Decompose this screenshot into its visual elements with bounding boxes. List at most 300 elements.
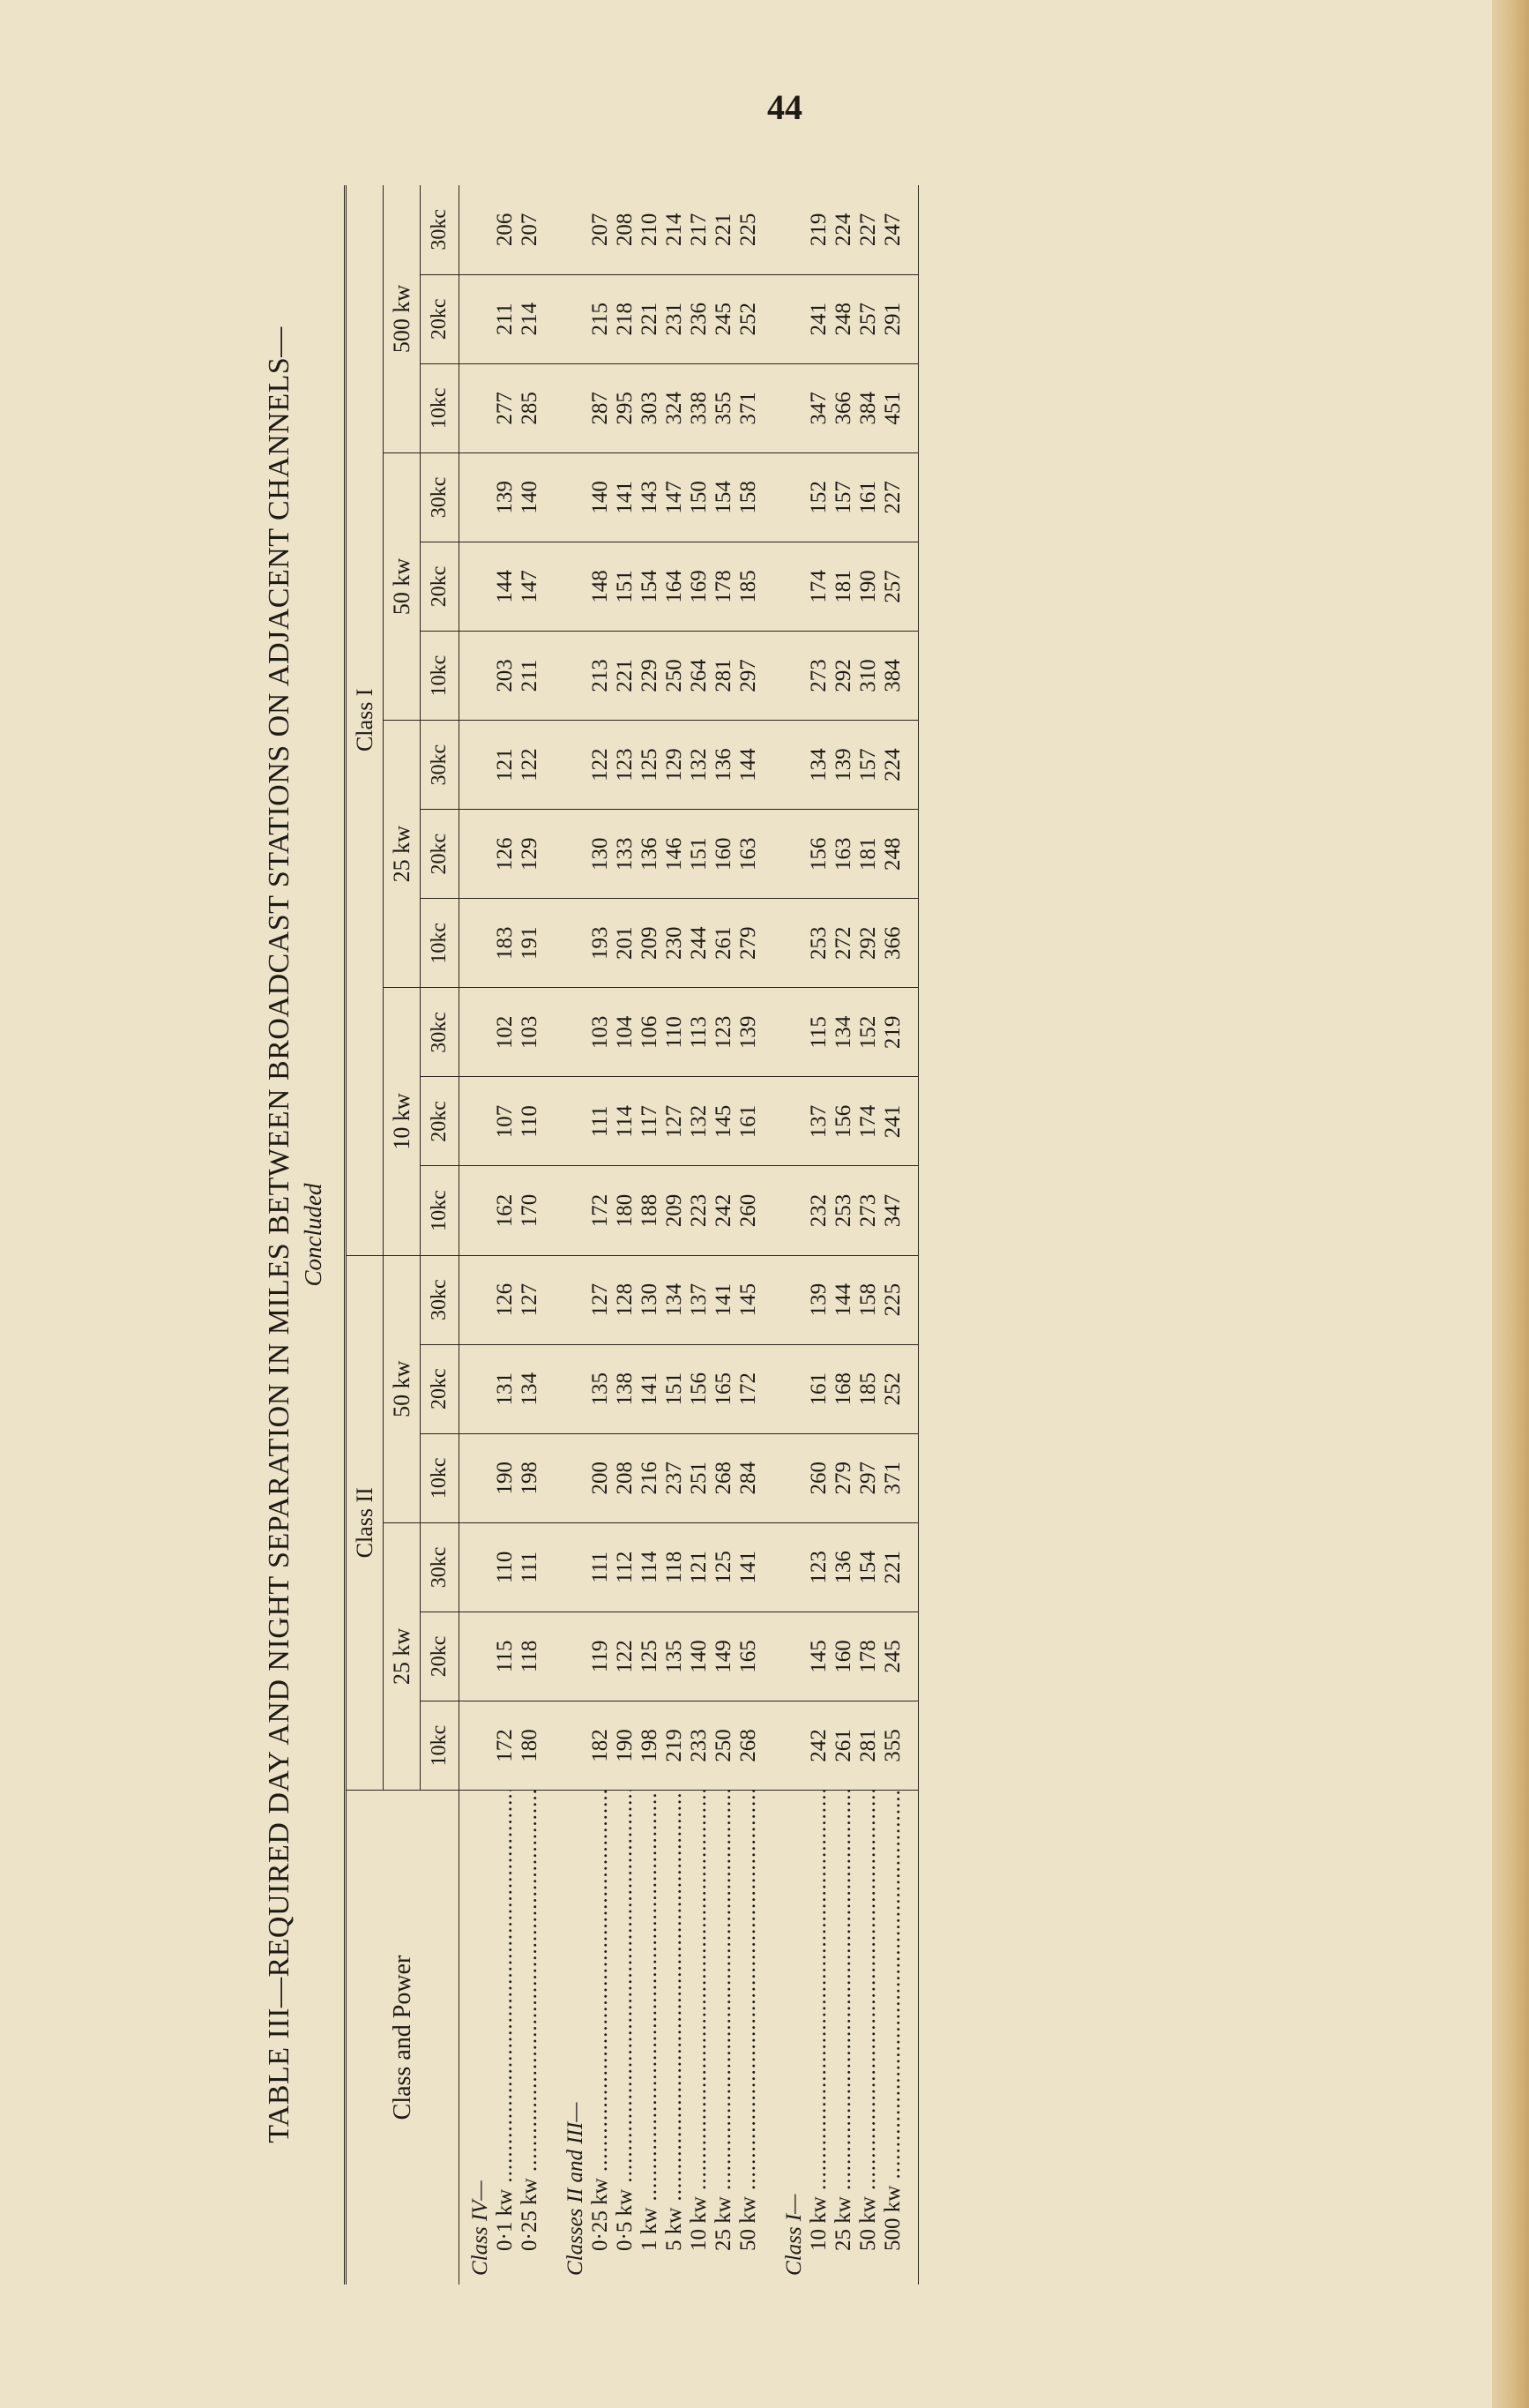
separation-value: 127: [588, 1283, 613, 1317]
separation-value: 215: [588, 302, 613, 336]
page-number: 44: [767, 87, 802, 127]
frequency-subcolumn-header: 30kc: [421, 721, 459, 810]
separation-value: 355: [712, 392, 736, 425]
separation-value: 260: [807, 1462, 832, 1495]
separation-value: 121: [493, 748, 518, 781]
separation-column-cell: [773, 1344, 919, 1433]
separation-value: 292: [856, 926, 881, 961]
separation-value: 145: [712, 1104, 736, 1139]
separation-value: 268: [712, 1462, 736, 1495]
separation-value: 371: [881, 1462, 906, 1495]
separation-value: 143: [638, 481, 662, 514]
separation-value: 190: [493, 1462, 518, 1495]
separation-value: 111: [588, 1105, 613, 1138]
separation-value: 161: [736, 1104, 761, 1139]
separation-column-cell: [773, 274, 919, 363]
separation-value: 213: [588, 659, 613, 692]
separation-value: 138: [613, 1372, 638, 1406]
separation-value: 110: [493, 1551, 518, 1584]
separation-value: 125: [712, 1551, 736, 1584]
separation-value: 180: [518, 1729, 542, 1762]
separation-column-cell: [773, 899, 919, 988]
power-group-header: 50 kw: [384, 1255, 421, 1522]
separation-value: 207: [518, 213, 542, 247]
separation-value: 223: [687, 1193, 712, 1228]
power-group-header: 25 kw: [384, 721, 421, 988]
separation-value: 303: [638, 392, 662, 425]
separation-value: 107: [493, 1104, 518, 1139]
separation-value: 183: [493, 926, 518, 961]
separation-value: 139: [736, 1015, 761, 1050]
separation-value: 125: [638, 748, 662, 781]
separation-column-cell: [555, 1255, 773, 1344]
separation-column-cell: [459, 452, 556, 542]
separation-value: 244: [687, 926, 712, 961]
separation-value: 164: [662, 570, 687, 603]
frequency-subcolumn-header: 10kc: [421, 632, 459, 721]
separation-value: 248: [832, 302, 856, 336]
frequency-subcolumn-header: 20kc: [421, 1077, 459, 1166]
power-group-header: 500 kw: [384, 185, 421, 452]
separation-value: 114: [638, 1551, 662, 1584]
separation-value: 162: [493, 1193, 518, 1228]
separation-value: 103: [588, 1015, 613, 1050]
separation-value: 224: [832, 213, 856, 247]
separation-value: 137: [687, 1283, 712, 1317]
separation-column-cell: [773, 721, 919, 810]
class-ii-header: Class II: [346, 1255, 384, 1791]
separation-column-cell: [459, 988, 556, 1077]
separation-value: 185: [856, 1372, 881, 1406]
page-edge: [1492, 0, 1529, 2408]
power-label: 10 kw .....: [687, 1791, 712, 2276]
separation-value: 230: [662, 926, 687, 961]
separation-value: 140: [588, 481, 613, 514]
separation-value: 151: [662, 1372, 687, 1406]
separation-value: 128: [613, 1283, 638, 1317]
separation-value: 224: [881, 748, 906, 781]
separation-column-cell: [555, 721, 773, 810]
separation-value: 279: [736, 926, 761, 961]
separation-value: 133: [613, 837, 638, 871]
class-and-power-cell: [773, 1791, 919, 2285]
separation-value: 141: [736, 1551, 761, 1584]
separation-value: 174: [856, 1104, 881, 1139]
separation-value: 221: [712, 213, 736, 247]
separation-value: 111: [588, 1552, 613, 1583]
separation-value: 208: [613, 1462, 638, 1495]
separation-value: 110: [662, 1016, 687, 1049]
separation-column-cell: [555, 988, 773, 1077]
separation-value: 136: [712, 748, 736, 781]
separation-value: 210: [638, 213, 662, 247]
separation-value: 136: [638, 837, 662, 871]
separation-value: 168: [832, 1372, 856, 1406]
separation-value: 310: [856, 659, 881, 692]
separation-value: 145: [736, 1283, 761, 1317]
separation-column-cell: [459, 274, 556, 363]
separation-value: 241: [881, 1104, 906, 1139]
separation-value: 291: [881, 302, 906, 336]
separation-column-cell: [773, 632, 919, 721]
frequency-subcolumn-header: 10kc: [421, 1166, 459, 1255]
separation-value: 104: [613, 1015, 638, 1050]
separation-value: 272: [832, 926, 856, 961]
separation-value: 113: [687, 1016, 712, 1049]
class-group-row: [555, 185, 773, 2285]
separation-value: 140: [687, 1640, 712, 1673]
separation-value: 126: [493, 1283, 518, 1317]
separation-column-cell: [459, 1433, 556, 1522]
separation-value: 451: [881, 392, 906, 425]
power-label: 500 kw .....: [881, 1791, 906, 2276]
separation-value: 200: [588, 1462, 613, 1495]
separation-value: 106: [638, 1015, 662, 1050]
separation-value: 112: [613, 1551, 638, 1584]
separation-value: 110: [518, 1105, 542, 1138]
separation-value: 163: [832, 837, 856, 871]
separation-value: 131: [493, 1372, 518, 1406]
separation-value: 191: [518, 926, 542, 961]
separation-value: 188: [638, 1193, 662, 1228]
separation-value: 129: [662, 748, 687, 781]
frequency-subcolumn-header: 10kc: [421, 1433, 459, 1522]
separation-value: 211: [493, 303, 518, 336]
separation-value: 156: [807, 837, 832, 871]
frequency-subcolumn-header: 30kc: [421, 1522, 459, 1612]
class-group-row: [459, 185, 556, 2285]
separation-value: 201: [613, 926, 638, 961]
separation-value: 147: [662, 481, 687, 514]
separation-column-cell: [555, 363, 773, 452]
separation-value: 347: [881, 1193, 906, 1228]
separation-value: 273: [856, 1193, 881, 1228]
power-group-header: 10 kw: [384, 988, 421, 1255]
separation-value: 219: [881, 1015, 906, 1050]
separation-value: 268: [736, 1729, 761, 1762]
separation-value: 123: [807, 1551, 832, 1584]
separation-value: 245: [881, 1640, 906, 1673]
separation-value: 281: [856, 1729, 881, 1762]
separation-value: 218: [613, 302, 638, 336]
separation-value: 355: [881, 1729, 906, 1762]
separation-value: 178: [712, 570, 736, 603]
frequency-subcolumn-header: 20kc: [421, 274, 459, 363]
separation-column-cell: [773, 1701, 919, 1790]
separation-value: 261: [832, 1729, 856, 1762]
separation-value: 139: [807, 1283, 832, 1317]
separation-value: 203: [493, 659, 518, 692]
separation-column-cell: [459, 1344, 556, 1433]
separation-value: 182: [588, 1729, 613, 1762]
separation-column-cell: [459, 721, 556, 810]
separation-value: 250: [712, 1729, 736, 1762]
frequency-subcolumn-header: 20kc: [421, 1612, 459, 1701]
separation-column-cell: [459, 542, 556, 631]
separation-column-cell: [773, 1522, 919, 1612]
separation-value: 134: [662, 1283, 687, 1317]
separation-value: 137: [807, 1104, 832, 1139]
separation-value: 149: [712, 1640, 736, 1673]
rotated-table-block: [256, 185, 1137, 2285]
separation-column-cell: [459, 1612, 556, 1701]
separation-value: 157: [856, 748, 881, 781]
separation-column-cell: [555, 1166, 773, 1255]
separation-value: 178: [856, 1640, 881, 1673]
separation-column-cell: [555, 1433, 773, 1522]
separation-column-cell: [773, 542, 919, 631]
separation-value: 172: [588, 1193, 613, 1228]
separation-value: 111: [518, 1552, 542, 1583]
separation-value: 134: [807, 748, 832, 781]
separation-value: 384: [881, 659, 906, 692]
separation-value: 122: [613, 1640, 638, 1673]
separation-value: 132: [687, 748, 712, 781]
separation-value: 253: [807, 926, 832, 961]
separation-value: 140: [518, 481, 542, 514]
separation-value: 114: [613, 1105, 638, 1138]
separation-value: 279: [832, 1462, 856, 1495]
separation-value: 227: [856, 213, 881, 247]
separation-value: 232: [807, 1193, 832, 1228]
separation-value: 193: [588, 926, 613, 961]
separation-value: 141: [638, 1372, 662, 1406]
separation-value: 150: [687, 481, 712, 514]
separation-value: 115: [493, 1640, 518, 1673]
separation-value: 158: [856, 1283, 881, 1317]
separation-value: 297: [736, 659, 761, 692]
separation-value: 181: [856, 837, 881, 871]
table-subtitle: Concluded: [300, 1183, 326, 1287]
separation-column-cell: [459, 899, 556, 988]
frequency-subcolumn-header: 10kc: [421, 363, 459, 452]
separation-value: 145: [807, 1640, 832, 1673]
separation-value: 154: [712, 481, 736, 514]
frequency-subcolumn-header: 10kc: [421, 899, 459, 988]
separation-column-cell: [773, 1612, 919, 1701]
frequency-subcolumn-header: 30kc: [421, 452, 459, 542]
separation-value: 122: [588, 748, 613, 781]
separation-column-cell: [459, 1255, 556, 1344]
separation-value: 141: [712, 1283, 736, 1317]
separation-value: 144: [736, 748, 761, 781]
separation-column-cell: [555, 810, 773, 899]
separation-column-cell: [773, 810, 919, 899]
separation-value: 181: [832, 570, 856, 603]
separation-value: 136: [832, 1551, 856, 1584]
separation-value: 134: [518, 1372, 542, 1406]
separation-column-cell: [555, 632, 773, 721]
separation-column-cell: [555, 1612, 773, 1701]
separation-value: 208: [613, 213, 638, 247]
separation-value: 292: [832, 659, 856, 692]
table-title: TABLE III—REQUIRED DAY AND NIGHT SEPARATION IN MILES BETWEEN BROADCAST STATIONS ON ADJACENT CHANNELS—: [263, 326, 295, 2143]
separation-value: 219: [662, 1729, 687, 1762]
separation-value: 233: [687, 1729, 712, 1762]
separation-value: 217: [687, 213, 712, 247]
power-label: 50 kw .....: [736, 1791, 761, 2276]
separation-column-cell: [459, 363, 556, 452]
separation-column-cell: [773, 1166, 919, 1255]
separation-value: 156: [832, 1104, 856, 1139]
separation-value: 148: [588, 570, 613, 603]
separation-column-cell: [773, 363, 919, 452]
frequency-subcolumn-header: 30kc: [421, 185, 459, 274]
separation-value: 384: [856, 392, 881, 425]
separation-value: 165: [736, 1640, 761, 1673]
separation-value: 163: [736, 837, 761, 871]
power-label: 0·25 kw .....: [588, 1791, 613, 2276]
separation-column-cell: [555, 1077, 773, 1166]
separation-value: 139: [493, 481, 518, 514]
separation-value: 295: [613, 392, 638, 425]
separation-value: 161: [807, 1372, 832, 1406]
power-label: 25 kw .....: [832, 1791, 856, 2276]
separation-value: 123: [712, 1015, 736, 1050]
class-and-power-cell: [555, 1791, 773, 2285]
separation-value: 147: [518, 570, 542, 603]
separation-value: 165: [712, 1372, 736, 1406]
power-group-header: 25 kw: [384, 1522, 421, 1790]
separation-value: 236: [687, 302, 712, 336]
separation-value: 170: [518, 1193, 542, 1228]
separation-value: 297: [856, 1462, 881, 1495]
separation-value: 242: [712, 1193, 736, 1228]
separation-value: 118: [518, 1640, 542, 1673]
class-label: Class I—: [782, 2194, 807, 2276]
separation-column-cell: [555, 899, 773, 988]
separation-value: 172: [493, 1729, 518, 1762]
separation-column-cell: [459, 1701, 556, 1790]
separation-column-cell: [459, 632, 556, 721]
separation-column-cell: [459, 185, 556, 274]
separation-column-cell: [555, 185, 773, 274]
separation-value: 190: [856, 570, 881, 603]
separation-value: 287: [588, 392, 613, 425]
power-label: 0·5 kw .....: [613, 1791, 638, 2276]
separation-value: 248: [881, 837, 906, 871]
separation-value: 151: [613, 570, 638, 603]
separation-value: 251: [687, 1462, 712, 1495]
separation-value: 257: [881, 570, 906, 603]
class-label: Class IV—: [468, 2180, 493, 2276]
separation-value: 117: [638, 1105, 662, 1138]
separation-value: 130: [638, 1283, 662, 1317]
separation-value: 285: [518, 392, 542, 425]
class-i-header: Class I: [346, 185, 384, 1255]
separation-value: 130: [588, 837, 613, 871]
class-group-row: [773, 185, 919, 2285]
separation-value: 252: [881, 1372, 906, 1406]
separation-value: 273: [807, 659, 832, 692]
separation-value: 127: [662, 1104, 687, 1139]
separation-value: 257: [856, 302, 881, 336]
separation-value: 206: [493, 213, 518, 247]
separation-value: 227: [881, 481, 906, 514]
separation-value: 229: [638, 659, 662, 692]
separation-value: 156: [687, 1372, 712, 1406]
separation-value: 225: [736, 213, 761, 247]
separation-value: 134: [832, 1015, 856, 1050]
separation-value: 119: [588, 1640, 613, 1673]
separation-column-cell: [555, 542, 773, 631]
separation-value: 127: [518, 1283, 542, 1317]
separation-value: 135: [588, 1372, 613, 1406]
separation-value: 241: [807, 302, 832, 336]
separation-column-cell: [555, 452, 773, 542]
separation-value: 160: [832, 1640, 856, 1673]
class-and-power-cell: [459, 1791, 556, 2285]
separation-value: 185: [736, 570, 761, 603]
separation-value: 252: [736, 302, 761, 336]
separation-value: 221: [613, 659, 638, 692]
separation-value: 158: [736, 481, 761, 514]
separation-value: 141: [613, 481, 638, 514]
power-group-header: 50 kw: [384, 452, 421, 720]
power-label: 0·1 kw .....: [493, 1791, 518, 2276]
separation-column-cell: [459, 1077, 556, 1166]
separation-value: 154: [856, 1551, 881, 1584]
separation-column-cell: [459, 1522, 556, 1612]
separation-value: 146: [662, 837, 687, 871]
separation-value: 122: [518, 748, 542, 781]
frequency-subcolumn-header: 10kc: [421, 1701, 459, 1790]
separation-value: 247: [881, 213, 906, 247]
power-label: 10 kw .....: [807, 1791, 832, 2276]
separation-value: 103: [518, 1015, 542, 1050]
separation-column-cell: [773, 185, 919, 274]
frequency-subcolumn-header: 20kc: [421, 542, 459, 631]
separation-value: 161: [856, 481, 881, 514]
separation-value: 371: [736, 392, 761, 425]
separation-value: 152: [807, 481, 832, 514]
separation-value: 284: [736, 1462, 761, 1495]
separation-value: 102: [493, 1015, 518, 1050]
separation-value: 281: [712, 659, 736, 692]
separation-value: 245: [712, 302, 736, 336]
separation-value: 366: [881, 926, 906, 961]
separation-value: 174: [807, 570, 832, 603]
separation-value: 264: [687, 659, 712, 692]
separation-value: 250: [662, 659, 687, 692]
separation-value: 237: [662, 1462, 687, 1495]
power-label: 50 kw .....: [856, 1791, 881, 2276]
separation-value: 221: [881, 1551, 906, 1584]
separation-value: 219: [807, 213, 832, 247]
separation-value: 135: [662, 1640, 687, 1673]
frequency-subcolumn-header: 30kc: [421, 1255, 459, 1344]
class-and-power-header: Class and Power: [346, 1791, 459, 2285]
separation-value: 123: [613, 748, 638, 781]
separation-value: 115: [807, 1016, 832, 1049]
separation-value: 214: [662, 213, 687, 247]
separation-value: 338: [687, 392, 712, 425]
frequency-subcolumn-header: 20kc: [421, 810, 459, 899]
separation-column-cell: [773, 988, 919, 1077]
separation-column-cell: [555, 274, 773, 363]
separation-value: 242: [807, 1729, 832, 1762]
separation-table: [344, 185, 919, 2285]
separation-value: 207: [588, 213, 613, 247]
separation-column-cell: [773, 1255, 919, 1344]
separation-value: 209: [638, 926, 662, 961]
power-label: 0·25 kw .....: [518, 1791, 542, 2276]
separation-column-cell: [555, 1701, 773, 1790]
separation-value: 216: [638, 1462, 662, 1495]
separation-value: 211: [518, 659, 542, 692]
separation-value: 198: [638, 1729, 662, 1762]
separation-value: 129: [518, 837, 542, 871]
